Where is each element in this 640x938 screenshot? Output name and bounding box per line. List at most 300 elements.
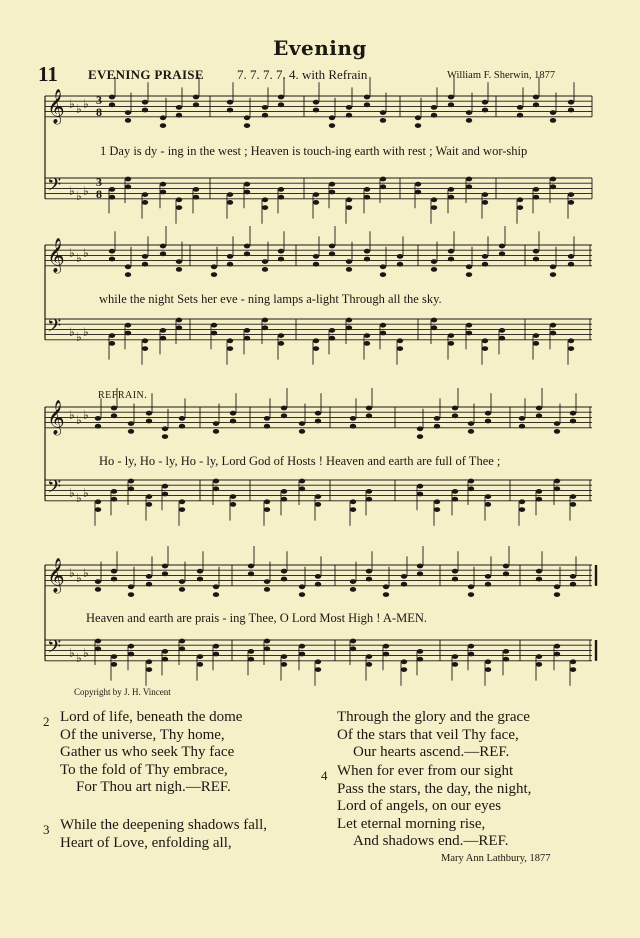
verse-2-line: Of the universe, Thy home, xyxy=(60,726,225,743)
note-head xyxy=(213,644,219,649)
copyright-notice: Copyright by J. H. Vincent xyxy=(74,687,171,697)
verse-3-line: While the deepening shadows fall, xyxy=(60,817,268,833)
verse-2-line: Gather us who seek Thy face xyxy=(60,744,235,760)
note-head xyxy=(299,486,305,491)
note-head xyxy=(213,421,219,426)
note-head xyxy=(313,200,319,205)
section-title: Evening xyxy=(273,36,367,60)
bass-clef-icon: 𝄢 xyxy=(47,477,62,502)
note-head xyxy=(176,267,182,272)
note-head xyxy=(570,659,576,664)
note-head xyxy=(350,424,356,429)
note-head xyxy=(536,413,542,418)
flat-icon: ♭ xyxy=(83,184,89,198)
note-head xyxy=(179,587,185,592)
bass-clef-icon: 𝄢 xyxy=(47,175,62,200)
time-signature: 8 xyxy=(96,187,102,201)
note-head xyxy=(179,646,185,651)
note-head xyxy=(244,115,250,120)
note-head xyxy=(468,421,474,426)
note-head xyxy=(380,184,386,189)
flat-icon: ♭ xyxy=(69,566,75,580)
note-head xyxy=(248,564,254,569)
note-head xyxy=(329,328,335,333)
author-credit: Mary Ann Lathbury, 1877 xyxy=(441,853,551,864)
note-head xyxy=(128,644,134,649)
note-head xyxy=(366,497,372,502)
note-head xyxy=(179,499,185,504)
note-head xyxy=(397,346,403,351)
note-head xyxy=(244,244,250,249)
note-head xyxy=(533,341,539,346)
note-head xyxy=(125,264,131,269)
note-head xyxy=(431,259,437,264)
note-head xyxy=(350,639,356,644)
verse-4-line: When for ever from our sight xyxy=(337,763,514,779)
note-head xyxy=(179,639,185,644)
note-head xyxy=(315,502,321,507)
note-head xyxy=(448,333,454,338)
note-head xyxy=(417,657,423,662)
note-head xyxy=(536,489,542,494)
note-head xyxy=(554,429,560,434)
note-head xyxy=(125,331,131,336)
note-head xyxy=(468,479,474,484)
note-head xyxy=(415,115,421,120)
flat-icon: ♭ xyxy=(76,189,82,203)
verse-number-2: 2 xyxy=(43,714,50,729)
note-head xyxy=(536,406,542,411)
note-head xyxy=(550,177,556,182)
note-head xyxy=(550,264,556,269)
note-head xyxy=(536,654,542,659)
note-head xyxy=(313,108,319,113)
note-head xyxy=(383,584,389,589)
note-head xyxy=(346,113,352,118)
note-head xyxy=(364,102,370,107)
note-head xyxy=(162,492,168,497)
note-head xyxy=(230,411,236,416)
note-head xyxy=(554,644,560,649)
note-head xyxy=(536,662,542,667)
note-head xyxy=(550,272,556,277)
note-head xyxy=(533,187,539,192)
note-head xyxy=(568,254,574,259)
note-head xyxy=(315,659,321,664)
note-head xyxy=(193,187,199,192)
note-head xyxy=(162,571,168,576)
note-head xyxy=(176,259,182,264)
note-head xyxy=(111,654,117,659)
note-head xyxy=(197,569,203,574)
note-head xyxy=(415,182,421,187)
flat-icon: ♭ xyxy=(83,325,89,339)
note-head xyxy=(142,108,148,113)
note-head xyxy=(533,95,539,100)
time-signature: 3 xyxy=(96,175,102,189)
note-head xyxy=(125,272,131,277)
note-head xyxy=(554,486,560,491)
flat-icon: ♭ xyxy=(76,413,82,427)
note-head xyxy=(468,429,474,434)
note-head xyxy=(176,205,182,210)
note-head xyxy=(397,254,403,259)
note-head xyxy=(383,644,389,649)
note-head xyxy=(364,333,370,338)
note-head xyxy=(503,649,509,654)
note-head xyxy=(499,336,505,341)
note-head xyxy=(485,582,491,587)
note-head xyxy=(364,95,370,100)
note-head xyxy=(383,592,389,597)
note-head xyxy=(109,187,115,192)
note-head xyxy=(142,346,148,351)
flat-icon: ♭ xyxy=(83,646,89,660)
note-head xyxy=(570,494,576,499)
note-head xyxy=(95,639,101,644)
note-head xyxy=(313,254,319,259)
note-head xyxy=(313,262,319,267)
note-head xyxy=(431,197,437,202)
note-head xyxy=(350,499,356,504)
note-head xyxy=(313,338,319,343)
flat-icon: ♭ xyxy=(83,408,89,422)
note-head xyxy=(197,577,203,582)
note-head xyxy=(211,331,217,336)
treble-clef-icon: 𝄞 xyxy=(47,89,65,124)
note-head xyxy=(452,569,458,574)
note-head xyxy=(550,110,556,115)
note-head xyxy=(431,318,437,323)
note-head xyxy=(570,574,576,579)
note-head xyxy=(482,100,488,105)
note-head xyxy=(380,323,386,328)
note-head xyxy=(517,105,523,110)
note-head xyxy=(315,582,321,587)
note-head xyxy=(568,192,574,197)
note-head xyxy=(146,411,152,416)
note-head xyxy=(315,494,321,499)
note-head xyxy=(346,325,352,330)
note-head xyxy=(197,654,203,659)
note-head xyxy=(244,182,250,187)
note-head xyxy=(262,267,268,272)
note-head xyxy=(213,584,219,589)
note-head xyxy=(162,649,168,654)
note-head xyxy=(468,584,474,589)
note-head xyxy=(448,187,454,192)
note-head xyxy=(213,652,219,657)
note-head xyxy=(262,325,268,330)
note-head xyxy=(227,262,233,267)
flat-icon: ♭ xyxy=(83,566,89,580)
bass-clef-icon: 𝄢 xyxy=(47,637,62,662)
note-head xyxy=(519,499,525,504)
note-head xyxy=(146,582,152,587)
note-head xyxy=(227,346,233,351)
note-head xyxy=(434,424,440,429)
note-head xyxy=(95,424,101,429)
note-head xyxy=(364,187,370,192)
note-head xyxy=(364,195,370,200)
verse-3-continued xyxy=(337,709,530,762)
note-head xyxy=(568,200,574,205)
note-head xyxy=(162,426,168,431)
note-head xyxy=(111,662,117,667)
note-head xyxy=(485,574,491,579)
note-head xyxy=(95,499,101,504)
note-head xyxy=(350,507,356,512)
note-head xyxy=(162,564,168,569)
note-head xyxy=(281,577,287,582)
note-head xyxy=(482,254,488,259)
note-head xyxy=(179,507,185,512)
note-head xyxy=(299,479,305,484)
flat-icon: ♭ xyxy=(69,486,75,500)
verse-2-line: For Thou art nigh.—REF. xyxy=(76,779,231,795)
note-head xyxy=(281,497,287,502)
note-head xyxy=(466,110,472,115)
note-head xyxy=(111,489,117,494)
note-head xyxy=(142,338,148,343)
note-head xyxy=(160,123,166,128)
note-head xyxy=(536,577,542,582)
note-head xyxy=(448,249,454,254)
note-head xyxy=(417,649,423,654)
note-head xyxy=(417,484,423,489)
note-head xyxy=(415,123,421,128)
note-head xyxy=(142,262,148,267)
note-head xyxy=(278,95,284,100)
note-head xyxy=(350,416,356,421)
note-head xyxy=(366,489,372,494)
note-head xyxy=(244,328,250,333)
note-head xyxy=(519,507,525,512)
note-head xyxy=(452,413,458,418)
note-head xyxy=(95,646,101,651)
note-head xyxy=(482,262,488,267)
note-head xyxy=(519,416,525,421)
note-head xyxy=(499,251,505,256)
note-head xyxy=(176,318,182,323)
note-head xyxy=(452,406,458,411)
flat-icon: ♭ xyxy=(76,491,82,505)
note-head xyxy=(109,341,115,346)
lyric-line-1: 1 Day is dy - ing in the west ; Heaven is touch-ing earth with rest ; Wait and wor-ship xyxy=(100,144,528,158)
flat-icon: ♭ xyxy=(76,330,82,344)
lyric-line-2: while the night Sets her eve - ning lamps a-light Through all the sky. xyxy=(99,292,442,306)
note-head xyxy=(431,113,437,118)
note-head xyxy=(248,571,254,576)
note-head xyxy=(211,264,217,269)
note-head xyxy=(95,587,101,592)
note-head xyxy=(350,579,356,584)
note-head xyxy=(434,416,440,421)
note-head xyxy=(431,267,437,272)
note-head xyxy=(111,569,117,574)
note-head xyxy=(160,244,166,249)
note-head xyxy=(146,502,152,507)
note-head xyxy=(248,657,254,662)
note-head xyxy=(550,331,556,336)
note-head xyxy=(401,574,407,579)
refrain-label: REFRAIN. xyxy=(98,390,148,401)
note-head xyxy=(95,416,101,421)
note-head xyxy=(278,333,284,338)
note-head xyxy=(264,416,270,421)
verse-3-line: Of the stars that veil Thy face, xyxy=(337,726,519,743)
note-head xyxy=(299,584,305,589)
note-head xyxy=(162,657,168,662)
note-head xyxy=(315,411,321,416)
note-head xyxy=(568,346,574,351)
note-head xyxy=(211,272,217,277)
flat-icon: ♭ xyxy=(69,408,75,422)
note-head xyxy=(485,494,491,499)
note-head xyxy=(109,195,115,200)
note-head xyxy=(176,113,182,118)
note-head xyxy=(211,323,217,328)
composer-credit: William F. Sherwin, 1877 xyxy=(447,70,556,81)
time-signature: 8 xyxy=(96,105,102,119)
note-head xyxy=(128,592,134,597)
note-head xyxy=(466,184,472,189)
note-head xyxy=(350,587,356,592)
verse-4 xyxy=(337,763,531,851)
note-head xyxy=(364,341,370,346)
note-head xyxy=(128,429,134,434)
verse-2-line: To the fold of Thy embrace, xyxy=(60,761,228,778)
note-head xyxy=(111,406,117,411)
note-head xyxy=(244,123,250,128)
note-head xyxy=(299,421,305,426)
note-head xyxy=(550,118,556,123)
note-head xyxy=(380,264,386,269)
note-head xyxy=(146,667,152,672)
flat-icon: ♭ xyxy=(69,97,75,111)
note-head xyxy=(329,123,335,128)
note-head xyxy=(533,257,539,262)
note-head xyxy=(568,338,574,343)
note-head xyxy=(111,413,117,418)
note-head xyxy=(329,190,335,195)
note-head xyxy=(213,592,219,597)
note-head xyxy=(281,406,287,411)
hymn-number: 11 xyxy=(38,62,58,86)
note-head xyxy=(452,662,458,667)
note-head xyxy=(128,652,134,657)
note-head xyxy=(417,492,423,497)
note-head xyxy=(128,479,134,484)
note-head xyxy=(554,479,560,484)
note-head xyxy=(142,200,148,205)
note-head xyxy=(466,331,472,336)
flat-icon: ♭ xyxy=(83,486,89,500)
note-head xyxy=(350,646,356,651)
flat-icon: ♭ xyxy=(76,651,82,665)
note-head xyxy=(244,336,250,341)
note-head xyxy=(128,584,134,589)
note-head xyxy=(366,413,372,418)
flat-icon: ♭ xyxy=(76,251,82,265)
note-head xyxy=(380,110,386,115)
note-head xyxy=(482,346,488,351)
note-head xyxy=(95,579,101,584)
note-head xyxy=(417,426,423,431)
note-head xyxy=(485,659,491,664)
note-head xyxy=(299,592,305,597)
note-head xyxy=(533,195,539,200)
note-head xyxy=(364,249,370,254)
note-head xyxy=(366,577,372,582)
flat-icon: ♭ xyxy=(69,325,75,339)
time-signature: 3 xyxy=(96,93,102,107)
note-head xyxy=(281,413,287,418)
note-head xyxy=(227,108,233,113)
note-head xyxy=(227,100,233,105)
note-head xyxy=(142,192,148,197)
note-head xyxy=(95,507,101,512)
note-head xyxy=(281,489,287,494)
note-head xyxy=(397,262,403,267)
note-head xyxy=(160,328,166,333)
note-head xyxy=(346,197,352,202)
note-head xyxy=(499,328,505,333)
note-head xyxy=(533,102,539,107)
note-head xyxy=(431,105,437,110)
note-head xyxy=(227,254,233,259)
verse-3 xyxy=(60,817,267,852)
note-head xyxy=(160,115,166,120)
note-head xyxy=(397,338,403,343)
note-head xyxy=(533,333,539,338)
note-head xyxy=(485,667,491,672)
note-head xyxy=(380,331,386,336)
note-head xyxy=(262,205,268,210)
note-head xyxy=(570,411,576,416)
note-head xyxy=(550,184,556,189)
note-head xyxy=(346,318,352,323)
note-head xyxy=(213,486,219,491)
hymn-title: EVENING PRAISE xyxy=(88,67,204,82)
note-head xyxy=(448,257,454,262)
verse-3-line: Heart of Love, enfolding all, xyxy=(60,834,232,851)
note-head xyxy=(109,102,115,107)
note-head xyxy=(299,429,305,434)
note-head xyxy=(568,108,574,113)
note-head xyxy=(299,644,305,649)
note-head xyxy=(503,657,509,662)
note-head xyxy=(485,419,491,424)
verse-4-line: Lord of angels, on our eyes xyxy=(337,798,502,814)
note-head xyxy=(533,249,539,254)
note-head xyxy=(179,579,185,584)
note-head xyxy=(142,254,148,259)
note-head xyxy=(281,654,287,659)
note-head xyxy=(111,577,117,582)
note-head xyxy=(227,338,233,343)
note-head xyxy=(278,195,284,200)
note-head xyxy=(329,251,335,256)
note-head xyxy=(299,652,305,657)
note-head xyxy=(262,113,268,118)
note-head xyxy=(448,341,454,346)
note-head xyxy=(146,659,152,664)
note-head xyxy=(503,564,509,569)
note-head xyxy=(401,667,407,672)
note-head xyxy=(109,257,115,262)
note-head xyxy=(264,424,270,429)
